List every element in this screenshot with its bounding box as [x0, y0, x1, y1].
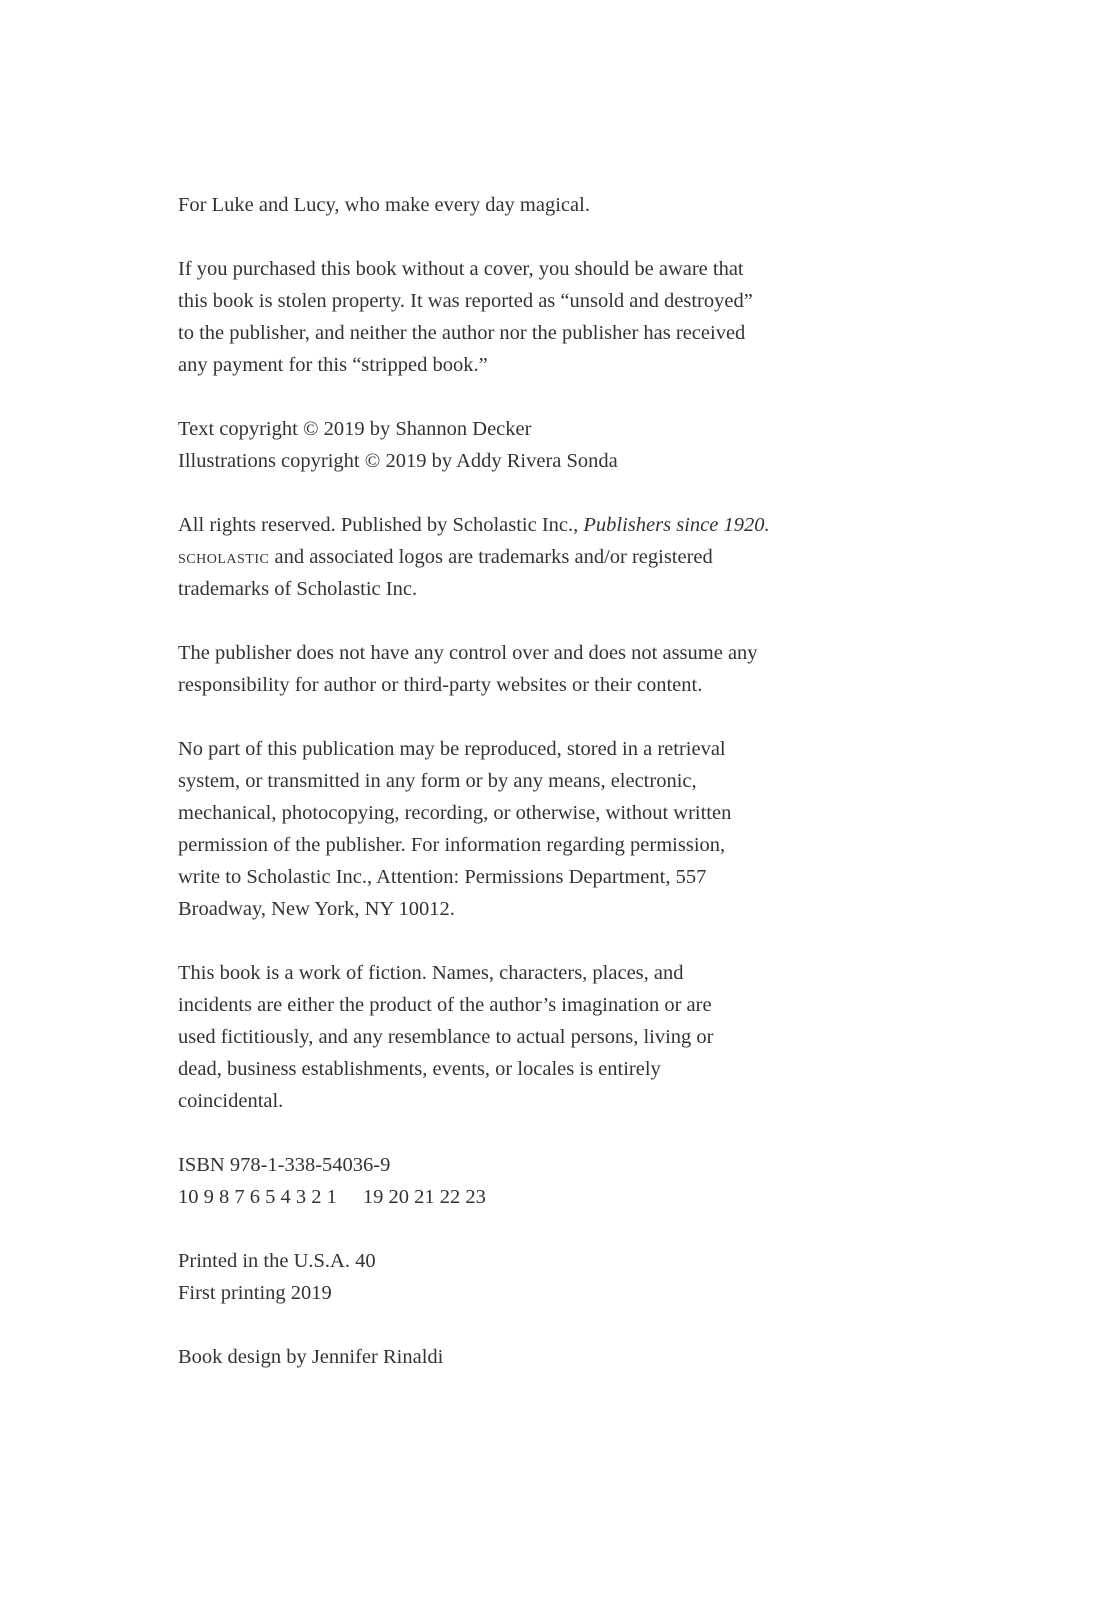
third-party-notice	[178, 637, 838, 701]
printing-line	[178, 1181, 838, 1213]
dedication-text: For Luke and Lucy, who make every day magical.	[178, 194, 590, 216]
publishers-since: Publishers since 1920.	[583, 514, 770, 536]
copyright-content	[178, 189, 838, 1405]
fiction-line: coincidental.	[178, 1090, 284, 1112]
rights-line-1	[178, 509, 838, 541]
reproduction-line: write to Scholastic Inc., Attention: Permissions Department, 557	[178, 866, 707, 888]
rights-block	[178, 509, 838, 605]
rights-published-by: All rights reserved. Published by Scholastic Inc.,	[178, 514, 584, 536]
printing-block	[178, 1245, 838, 1309]
text-copyright: Text copyright © 2019 by Shannon Decker	[178, 418, 532, 440]
stripped-book-notice	[178, 253, 838, 381]
dedication	[178, 189, 838, 221]
illustrations-copyright: Illustrations copyright © 2019 by Addy Rivera Sonda	[178, 450, 618, 472]
fiction-line: incidents are either the product of the author’s imagination or are	[178, 994, 712, 1016]
book-design: Book design by Jennifer Rinaldi	[178, 1346, 444, 1368]
printing-numbers: 10 9 8 7 6 5 4 3 2 1	[178, 1186, 337, 1208]
stripped-book-line: If you purchased this book without a cover, you should be aware that	[178, 258, 744, 280]
rights-line-3: trademarks of Scholastic Inc.	[178, 578, 418, 600]
stripped-book-line: this book is stolen property. It was reported as “unsold and destroyed”	[178, 290, 753, 312]
reproduction-notice	[178, 733, 838, 925]
reproduction-line: Broadway, New York, NY 10012.	[178, 898, 455, 920]
fiction-line: This book is a work of fiction. Names, characters, places, and	[178, 962, 684, 984]
fiction-line: used fictitiously, and any resemblance to actual persons, living or	[178, 1026, 714, 1048]
third-party-line: The publisher does not have any control over and does not assume any	[178, 642, 758, 664]
stripped-book-line: any payment for this “stripped book.”	[178, 354, 488, 376]
trademark-text: and associated logos are trademarks and/or registered	[269, 546, 713, 568]
printed-in: Printed in the U.S.A. 40	[178, 1250, 376, 1272]
reproduction-line: No part of this publication may be reproduced, stored in a retrieval	[178, 738, 726, 760]
reproduction-line: permission of the publisher. For information regarding permission,	[178, 834, 726, 856]
fiction-notice	[178, 957, 838, 1117]
reproduction-line: mechanical, photocopying, recording, or otherwise, without written	[178, 802, 732, 824]
third-party-line: responsibility for author or third-party websites or their content.	[178, 674, 703, 696]
scholastic-trademark: scholastic	[178, 546, 270, 568]
copyright-block	[178, 413, 838, 477]
fiction-line: dead, business establishments, events, or locales is entirely	[178, 1058, 661, 1080]
isbn: ISBN 978-1-338-54036-9	[178, 1154, 391, 1176]
stripped-book-line: to the publisher, and neither the author nor the publisher has received	[178, 322, 746, 344]
isbn-block	[178, 1149, 838, 1213]
printing-years: 19 20 21 22 23	[362, 1186, 486, 1208]
first-printing: First printing 2019	[178, 1282, 332, 1304]
design-credit	[178, 1341, 838, 1373]
rights-line-2	[178, 541, 838, 573]
reproduction-line: system, or transmitted in any form or by any means, electronic,	[178, 770, 697, 792]
